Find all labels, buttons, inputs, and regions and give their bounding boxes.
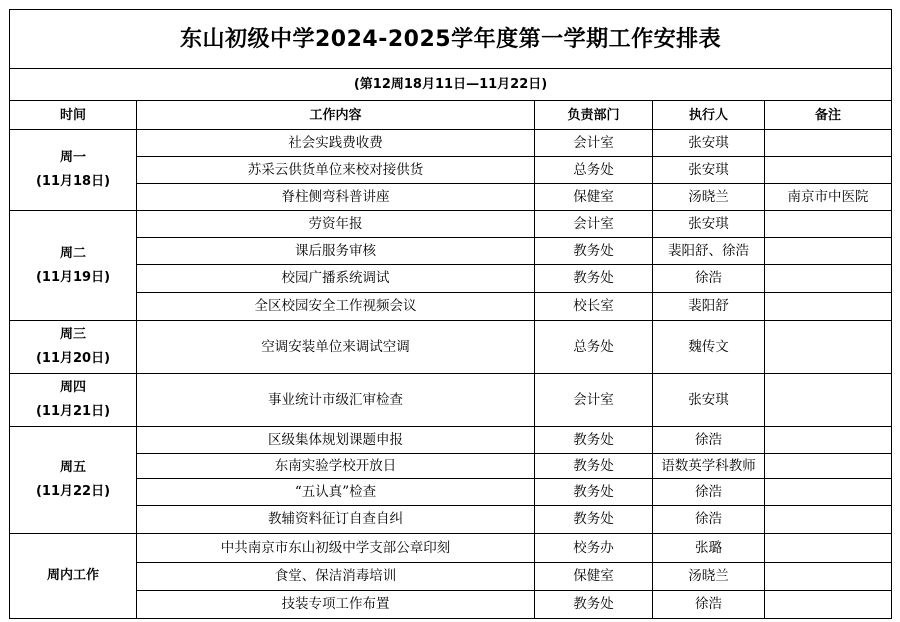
task-note — [765, 321, 892, 374]
table-row — [10, 238, 892, 265]
task-executor: 徐浩 — [653, 265, 765, 293]
task-executor: 汤晓兰 — [653, 563, 765, 591]
table-row — [10, 374, 892, 427]
task-executor: 语数英学科教师 — [653, 454, 765, 479]
week-subtitle: (第12周18月11日—11月22日) — [10, 69, 892, 101]
task-executor: 张安琪 — [653, 130, 765, 157]
task-executor: 裴阳舒、徐浩 — [653, 238, 765, 265]
task-dept: 教务处 — [535, 427, 653, 454]
table-row — [10, 479, 892, 506]
task-note — [765, 293, 892, 321]
schedule-table — [9, 9, 892, 619]
task-dept: 教务处 — [535, 454, 653, 479]
table-row — [10, 427, 892, 454]
task-note — [765, 454, 892, 479]
task-executor: 张安琪 — [653, 211, 765, 238]
day-date: (11月22日) — [35, 484, 111, 499]
task-content: 全区校园安全工作视频会议 — [137, 293, 535, 321]
day-cell-friday — [10, 427, 137, 534]
task-dept: 教务处 — [535, 238, 653, 265]
task-note: 南京市中医院 — [765, 184, 892, 211]
task-dept: 教务处 — [535, 479, 653, 506]
task-executor: 徐浩 — [653, 506, 765, 534]
page-title: 东山初级中学2024-2025学年度第一学期工作安排表 — [10, 10, 892, 69]
task-content: “五认真”检查 — [137, 479, 535, 506]
table-row — [10, 454, 892, 479]
table-row — [10, 506, 892, 534]
task-executor: 张安琪 — [653, 374, 765, 427]
task-dept: 教务处 — [535, 591, 653, 619]
table-row — [10, 265, 892, 293]
task-dept: 校务办 — [535, 534, 653, 563]
task-note — [765, 265, 892, 293]
day-cell-monday — [10, 130, 137, 211]
day-cell-wednesday — [10, 321, 137, 374]
day-label: 周内工作 — [46, 568, 99, 583]
task-note — [765, 130, 892, 157]
task-note — [765, 427, 892, 454]
header-dept: 负责部门 — [535, 101, 653, 130]
table-row — [10, 591, 892, 619]
task-content: 校园广播系统调试 — [137, 265, 535, 293]
task-dept: 会计室 — [535, 130, 653, 157]
day-date: (11月20日) — [35, 351, 111, 366]
task-content: 脊柱侧弯科普讲座 — [137, 184, 535, 211]
task-note — [765, 506, 892, 534]
task-note — [765, 563, 892, 591]
task-note — [765, 157, 892, 184]
table-row — [10, 321, 892, 374]
task-dept: 教务处 — [535, 265, 653, 293]
task-dept: 总务处 — [535, 157, 653, 184]
day-date: (11月21日) — [35, 404, 111, 419]
task-dept: 校长室 — [535, 293, 653, 321]
task-note — [765, 479, 892, 506]
header-content: 工作内容 — [137, 101, 535, 130]
task-dept: 教务处 — [535, 506, 653, 534]
day-label: 周四 — [59, 380, 86, 395]
task-content: 教辅资料征订自查自纠 — [137, 506, 535, 534]
task-content: 课后服务审核 — [137, 238, 535, 265]
table-row — [10, 563, 892, 591]
task-dept: 会计室 — [535, 211, 653, 238]
task-content: 技装专项工作布置 — [137, 591, 535, 619]
task-content: 空调安装单位来调试空调 — [137, 321, 535, 374]
table-row — [10, 293, 892, 321]
table-row — [10, 157, 892, 184]
task-executor: 徐浩 — [653, 479, 765, 506]
day-date: (11月18日) — [35, 174, 111, 189]
table-row — [10, 184, 892, 211]
header-note: 备注 — [765, 101, 892, 130]
task-executor: 张安琪 — [653, 157, 765, 184]
task-executor: 汤晓兰 — [653, 184, 765, 211]
task-content: 中共南京市东山初级中学支部公章印刻 — [137, 534, 535, 563]
task-dept: 保健室 — [535, 184, 653, 211]
day-label: 周五 — [59, 460, 86, 475]
task-content: 食堂、保洁消毒培训 — [137, 563, 535, 591]
task-content: 苏采云供货单位来校对接供货 — [137, 157, 535, 184]
task-note — [765, 211, 892, 238]
task-executor: 徐浩 — [653, 591, 765, 619]
header-executor: 执行人 — [653, 101, 765, 130]
task-executor: 张璐 — [653, 534, 765, 563]
table-row — [10, 130, 892, 157]
day-label: 周一 — [59, 150, 86, 165]
day-cell-weekly — [10, 534, 137, 619]
day-label: 周二 — [59, 245, 86, 261]
task-content: 社会实践费收费 — [137, 130, 535, 157]
task-dept: 会计室 — [535, 374, 653, 427]
task-content: 东南实验学校开放日 — [137, 454, 535, 479]
task-dept: 保健室 — [535, 563, 653, 591]
table-row — [10, 211, 892, 238]
task-dept: 总务处 — [535, 321, 653, 374]
task-executor: 裴阳舒 — [653, 293, 765, 321]
day-label: 周三 — [59, 327, 86, 342]
task-executor: 魏传文 — [653, 321, 765, 374]
header-time: 时间 — [10, 101, 137, 130]
task-content: 劳资年报 — [137, 211, 535, 238]
day-date: (11月19日) — [35, 269, 111, 285]
task-note — [765, 374, 892, 427]
task-executor: 徐浩 — [653, 427, 765, 454]
task-note — [765, 534, 892, 563]
task-content: 事业统计市级汇审检查 — [137, 374, 535, 427]
day-cell-thursday — [10, 374, 137, 427]
task-note — [765, 238, 892, 265]
task-note — [765, 591, 892, 619]
task-content: 区级集体规划课题申报 — [137, 427, 535, 454]
table-row — [10, 534, 892, 563]
day-cell-tuesday — [10, 211, 137, 321]
